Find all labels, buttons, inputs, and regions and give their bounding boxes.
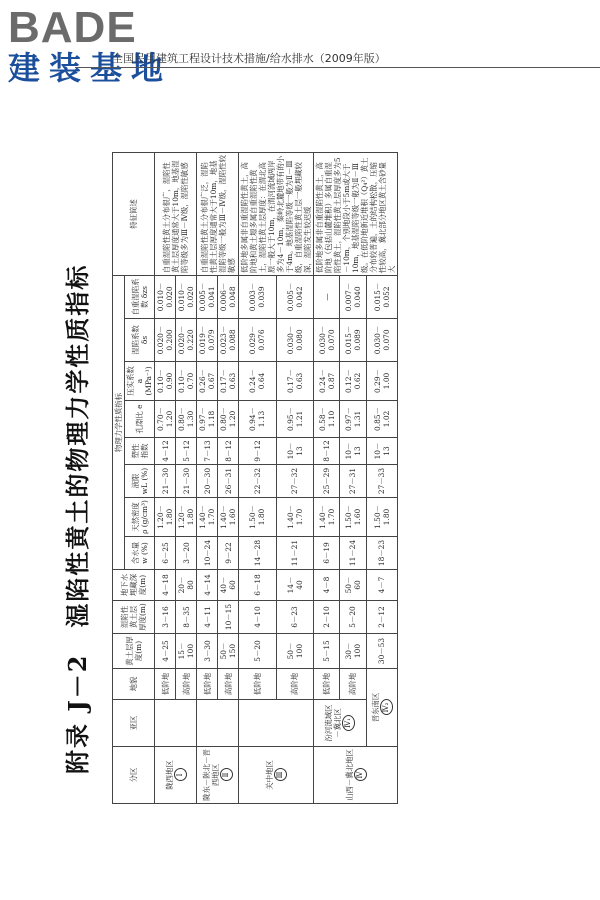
col-compress: 压实系数 a (MPa⁻¹) xyxy=(125,362,155,401)
zone-number-badge: Ⅱ xyxy=(220,769,233,782)
col-void-ratio: 孔隙比 e xyxy=(125,401,155,438)
table-cell xyxy=(155,747,197,804)
table-cell: 22－32 xyxy=(239,465,277,498)
features-text: 自重湿陷性黄土分布很广，湿陷性黄土层厚度通常大于10m，地基湿陷等级多为Ⅲ－Ⅳ级，湿陷性敏感 xyxy=(155,153,197,276)
table-cell: 0.010－0.020 xyxy=(176,276,197,319)
table-cell: 4－10 xyxy=(239,601,277,634)
table-cell: 0.17－0.63 xyxy=(276,362,314,401)
table-cell: 1.20－1.80 xyxy=(155,498,176,537)
logo-chinese: 建装基地 xyxy=(8,49,173,87)
subzone-number-badge: Ⅳ₁ xyxy=(342,715,355,731)
table-cell: 0.005－0.041 xyxy=(197,276,218,319)
table-cell: 5－12 xyxy=(176,438,197,465)
table-cell: 5－20 xyxy=(340,601,366,634)
col-zone: 分区 xyxy=(113,747,155,804)
table-cell: 0.26－0.67 xyxy=(197,362,218,401)
table-cell: 21－30 xyxy=(176,465,197,498)
zone-name: 陇东－陕北－晋西地区 xyxy=(202,749,220,801)
zone-name: 陇西地区 xyxy=(164,760,174,790)
table-cell: 2－10 xyxy=(314,601,340,634)
subzone-number-badge: Ⅳ₂ xyxy=(380,700,393,716)
table-cell xyxy=(197,747,239,804)
table-cell: 27－33 xyxy=(366,465,397,498)
table-cell: 0.80－1.20 xyxy=(218,401,239,438)
table-cell: 30－100 xyxy=(340,634,366,669)
col-landform: 地貌 xyxy=(113,669,155,700)
table-cell: 21－30 xyxy=(155,465,176,498)
col-features: 特征简述 xyxy=(113,153,155,276)
table-cell: 27－32 xyxy=(276,465,314,498)
table-cell: 20－30 xyxy=(197,465,218,498)
appendix-title: 附录 J－2 湿陷性黄土的物理力学性质指标 xyxy=(63,263,92,774)
table-cell: 0.010－0.020 xyxy=(155,276,176,319)
table-cell: 0.015－0.052 xyxy=(366,276,397,319)
table-cell: 0.030－0.070 xyxy=(366,319,397,362)
table-cell: 1.40－1.70 xyxy=(197,498,218,537)
features-text: 低阶地多属非自重湿陷性黄土，高阶地（包括山麓堆积）多属自重湿陷性黄土，湿陷性黄土层厚度多为5－10m，个别地段小于5m或大于10m，地基湿陷等级一般为Ⅱ－Ⅲ级。在低阶地新近堆积（Q₄²）黄土分布较普遍，土的结构松散，压缩性较高，冀北部分地区黄土含砂量大 xyxy=(314,153,398,276)
features-text: 自重湿陷性黄土分布很广泛，湿陷性黄土层厚度通常大于10m，地基湿陷等级一般为Ⅲ－Ⅳ级，湿陷性较敏感 xyxy=(197,153,239,276)
col-loess-thickness: 黄土层厚度(m) xyxy=(113,634,155,669)
table-cell: 14－28 xyxy=(239,537,277,570)
table-cell: 50－100 xyxy=(276,634,314,669)
table-cell: 8－35 xyxy=(176,601,197,634)
col-density: 天然密度 ρ (g/cm³) xyxy=(125,498,155,537)
table-cell: 4－25 xyxy=(155,634,176,669)
col-subzone: 亚区 xyxy=(113,700,155,747)
col-collapsible-thickness: 湿陷性黄土层厚度(m) xyxy=(113,601,155,634)
table-row xyxy=(197,153,218,804)
table-cell: 0.17－0.63 xyxy=(218,362,239,401)
table-cell: 5－15 xyxy=(314,634,340,669)
table-cell: 30－53 xyxy=(366,634,397,669)
table-cell: 0.020－0.220 xyxy=(176,319,197,362)
table-cell: 0.24－0.87 xyxy=(314,362,340,401)
table-row xyxy=(239,153,277,804)
table-cell: 10－24 xyxy=(197,537,218,570)
table-row xyxy=(155,153,176,804)
table-cell: 0.003－0.039 xyxy=(239,276,277,319)
table-cell: 0.006－0.048 xyxy=(218,276,239,319)
table-cell: 40－60 xyxy=(218,570,239,601)
table-cell: 0.10－0.90 xyxy=(155,362,176,401)
table-cell: 0.24－0.64 xyxy=(239,362,277,401)
table-cell: 0.023－0.088 xyxy=(218,319,239,362)
table-cell: 25－29 xyxy=(314,465,340,498)
zone-name: 山西－冀北地区 xyxy=(344,749,354,801)
table-cell: 4－7 xyxy=(366,570,397,601)
table-cell: 低阶地 xyxy=(155,669,176,700)
table-cell: 6－25 xyxy=(155,537,176,570)
table-cell: 0.029－0.076 xyxy=(239,319,277,362)
table-cell: 50－150 xyxy=(218,634,239,669)
table-cell: 10－15 xyxy=(218,601,239,634)
col-plastic-index: 塑性指数 xyxy=(125,438,155,465)
table-cell: 高阶地 xyxy=(340,669,366,700)
table-cell: 50－60 xyxy=(340,570,366,601)
table-cell: 0.85－1.02 xyxy=(366,401,397,438)
table-cell: 11－21 xyxy=(276,537,314,570)
features-text: 低阶地多属非自重湿陷性黄土，高阶地和黄土塬多属自重湿陷性黄土，湿陷性黄土层厚度：在渭北高原一般大于10m，在渭河流域两岸多为4－10m，秦岭北麓地带有的小于4m。地基湿陷等级一般为Ⅱ－Ⅲ级，自重湿陷性黄土层一般埋藏较深，湿陷发生较迟缓 xyxy=(239,153,314,276)
table-cell: 1.40－1.70 xyxy=(276,498,314,537)
table-cell: 0.019－0.079 xyxy=(197,319,218,362)
zone-number-badge: Ⅰ xyxy=(174,769,187,782)
table-cell: 0.29－1.00 xyxy=(366,362,397,401)
table-cell: 0.58－1.10 xyxy=(314,401,340,438)
table-cell: 9－22 xyxy=(218,537,239,570)
table-cell: 3－30 xyxy=(197,634,218,669)
table-cell: 20－80 xyxy=(176,570,197,601)
zone-number-badge: Ⅳ xyxy=(354,769,367,782)
table-cell: 低阶地 xyxy=(239,669,277,700)
table-cell: 0.020－0.200 xyxy=(155,319,176,362)
table-cell xyxy=(239,700,314,747)
col-moisture: 含水量 w (%) xyxy=(125,537,155,570)
table-cell: 11－24 xyxy=(340,537,366,570)
table-cell: 26－31 xyxy=(218,465,239,498)
table-cell: 0.94－1.13 xyxy=(239,401,277,438)
table-cell: 0.97－1.31 xyxy=(340,401,366,438)
table-cell: 1.50－1.60 xyxy=(340,498,366,537)
subzone-name: 汾河流域区－冀北区 xyxy=(324,704,343,742)
table-cell: 6－19 xyxy=(314,537,340,570)
table-cell: 0.015－0.089 xyxy=(340,319,366,362)
table-cell: 0.030－0.070 xyxy=(314,319,340,362)
table-cell: 高阶地 xyxy=(218,669,239,700)
table-cell: 4－14 xyxy=(197,570,218,601)
rotated-page xyxy=(40,84,560,804)
table-cell: 1.40－1.70 xyxy=(314,498,340,537)
table-cell: 1.40－1.60 xyxy=(218,498,239,537)
table-cell: 10－13 xyxy=(340,438,366,465)
zone-number-badge: Ⅲ xyxy=(274,769,287,782)
table-cell: 6－18 xyxy=(239,570,277,601)
table-cell xyxy=(314,747,398,804)
subzone-name: 晋东南区 xyxy=(370,692,380,723)
table-cell: 0.70－1.20 xyxy=(155,401,176,438)
table-cell: 0.97－1.18 xyxy=(197,401,218,438)
table-cell: 18－23 xyxy=(366,537,397,570)
table-cell: 3－20 xyxy=(176,537,197,570)
table-cell: 4－18 xyxy=(155,570,176,601)
table-header-row xyxy=(113,153,125,804)
table-cell: 15－100 xyxy=(176,634,197,669)
logo-wordmark: BADE xyxy=(8,3,137,52)
col-group-properties: 物理力学性质指标 xyxy=(113,276,125,570)
table-cell: 6－23 xyxy=(276,601,314,634)
table-cell: 2－12 xyxy=(366,601,397,634)
table-cell: 8－12 xyxy=(218,438,239,465)
col-liquid-limit: 液限 wL (%) xyxy=(125,465,155,498)
table-cell: 0.80－1.30 xyxy=(176,401,197,438)
table-cell: 0.005－0.042 xyxy=(276,276,314,319)
table-cell: 0.12－0.62 xyxy=(340,362,366,401)
table-cell xyxy=(239,747,314,804)
table-cell: 高阶地 xyxy=(276,669,314,700)
table-cell: — xyxy=(314,276,340,319)
header-divider xyxy=(75,67,600,68)
table-cell: 高阶地 xyxy=(176,669,197,700)
table-cell: 1.50－1.80 xyxy=(239,498,277,537)
table-row xyxy=(314,153,340,804)
table-cell xyxy=(197,700,239,747)
brand-logo xyxy=(8,3,178,87)
table-cell: 5－20 xyxy=(239,634,277,669)
running-header: 全国民用建筑工程设计技术措施/给水排水（2009年版） xyxy=(112,52,386,65)
col-collapse-coef: 湿陷系数 δs xyxy=(125,319,155,362)
table-cell: 低阶地 xyxy=(197,669,218,700)
table-cell: 1.20－1.80 xyxy=(176,498,197,537)
table-cell: 10－13 xyxy=(366,438,397,465)
table-cell: 0.007－0.040 xyxy=(340,276,366,319)
table-cell: 3－16 xyxy=(155,601,176,634)
table-cell: 9－12 xyxy=(239,438,277,465)
zone-name: 关中地区 xyxy=(265,760,274,790)
table-cell: 4－11 xyxy=(197,601,218,634)
table-cell: 7－13 xyxy=(197,438,218,465)
table-cell: 0.030－0.080 xyxy=(276,319,314,362)
table-cell xyxy=(314,700,367,747)
table-cell: 4－12 xyxy=(155,438,176,465)
table-cell xyxy=(155,700,197,747)
table-cell: 10－13 xyxy=(276,438,314,465)
table-cell: 0.95－1.21 xyxy=(276,401,314,438)
table-cell xyxy=(366,669,397,747)
table-cell: 27－31 xyxy=(340,465,366,498)
loess-properties-table xyxy=(112,152,398,804)
table-cell: 14－40 xyxy=(276,570,314,601)
table-cell: 8－12 xyxy=(314,438,340,465)
col-water-depth: 地下水埋藏深度(m) xyxy=(113,570,155,601)
table-cell: 低阶地 xyxy=(314,669,340,700)
col-self-collapse: 自重湿陷系数 δzs xyxy=(125,276,155,319)
table-cell: 4－8 xyxy=(314,570,340,601)
table-cell: 0.10－0.70 xyxy=(176,362,197,401)
table-cell: 1.50－1.80 xyxy=(366,498,397,537)
